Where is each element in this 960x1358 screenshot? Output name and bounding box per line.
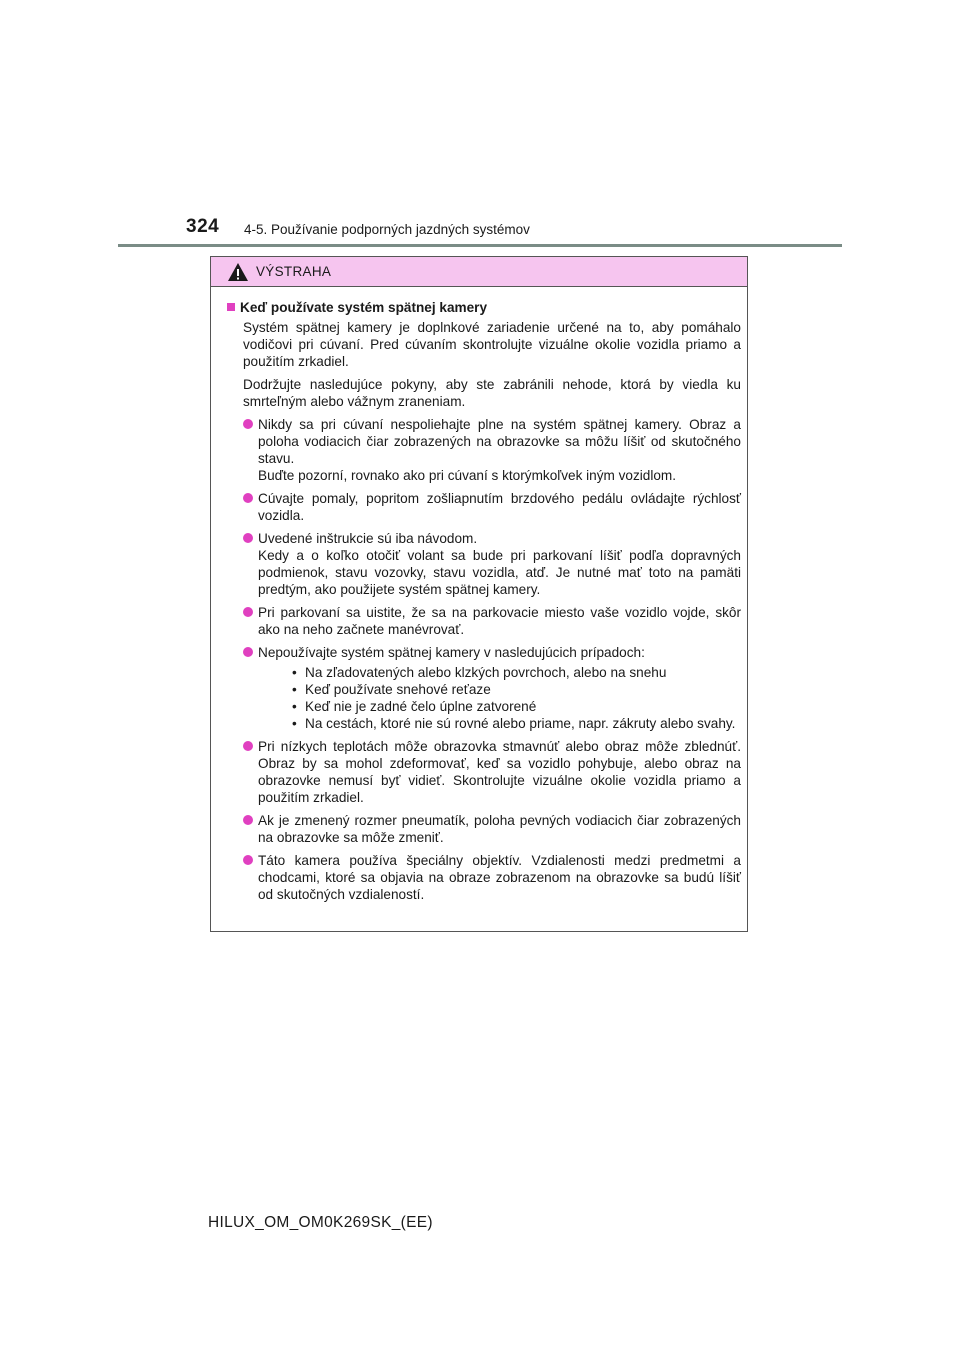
list-item-line: Pri parkovaní sa uistite, že sa na parkovacie miesto vaše vozidlo vojde, skôr ako na neho začnete manévrovať. bbox=[258, 605, 741, 637]
list-item bbox=[227, 416, 741, 484]
square-bullet-icon bbox=[227, 303, 235, 311]
warning-heading bbox=[227, 299, 741, 316]
list-item bbox=[227, 738, 741, 806]
warning-header bbox=[211, 257, 747, 287]
list-item-text bbox=[258, 852, 741, 903]
list-item-line: Nepoužívajte systém spätnej kamery v nasledujúcich prípadoch: bbox=[258, 645, 645, 660]
list-item-text bbox=[258, 644, 741, 732]
circle-bullet-icon bbox=[243, 815, 253, 825]
list-item bbox=[227, 490, 741, 524]
sub-list-item: • Na zľadovatených alebo klzkých povrchoch, alebo na snehu bbox=[290, 664, 741, 681]
warning-body bbox=[211, 287, 747, 903]
warning-bullet-list bbox=[227, 416, 741, 903]
circle-bullet-icon bbox=[243, 419, 253, 429]
list-item-line: Ak je zmenený rozmer pneumatík, poloha pevných vodiacich čiar zobrazených na obrazovke sa môže zmeniť. bbox=[258, 813, 741, 845]
warning-box bbox=[210, 256, 748, 932]
list-item-text bbox=[258, 530, 741, 598]
document-code: HILUX_OM_OM0K269SK_(EE) bbox=[208, 1214, 433, 1231]
list-item-line: Uvedené inštrukcie sú iba návodom. bbox=[258, 531, 478, 546]
warning-paragraph: Systém spätnej kamery je doplnkové zariadenie určené na to, aby pomáhalo vodičovi pri cúvaní. Pred cúvaním skontrolujte vizuálne okolie vozidla priamo a použitím zrkadiel. bbox=[243, 320, 741, 369]
warning-label: VÝSTRAHA bbox=[256, 264, 332, 279]
list-item-text bbox=[258, 490, 741, 524]
list-item bbox=[227, 852, 741, 903]
warning-heading-text: Keď používate systém spätnej kamery bbox=[240, 300, 488, 315]
warning-triangle-icon bbox=[227, 262, 249, 282]
list-item bbox=[227, 812, 741, 846]
list-item-line: Táto kamera používa špeciálny objektív. Vzdialenosti medzi predmetmi a chodcami, ktoré sa objavia na obraze zobrazenom na obrazovke sa budú líšiť od skutočných vzdialeností. bbox=[258, 853, 741, 902]
circle-bullet-icon bbox=[243, 855, 253, 865]
list-item-text bbox=[258, 604, 741, 638]
list-item bbox=[227, 644, 741, 732]
list-item-line: Kedy a o koľko otočiť volant sa bude pri parkovaní líšiť podľa dopravných podmienok, stavu vozovky, stavu vozidla, atď. Je nutné mať toto na pamäti predtým, ako použijete systém spätnej kamery. bbox=[258, 548, 741, 597]
sub-list bbox=[290, 664, 741, 732]
list-item-line: Nikdy sa pri cúvaní nespoliehajte plne na systém spätnej kamery. Obraz a poloha vodiacich čiar zobrazených na obrazovke sa môžu líšiť od skutočného stavu. bbox=[258, 417, 741, 466]
section-title: 4-5. Používanie podporných jazdných systémov bbox=[244, 222, 530, 237]
sub-list-item: • Na cestách, ktoré nie sú rovné alebo priame, napr. zákruty alebo svahy. bbox=[290, 715, 741, 732]
header-divider bbox=[118, 244, 842, 247]
list-item-line: Cúvajte pomaly, popritom zošliapnutím brzdového pedálu ovládajte rýchlosť vozidla. bbox=[258, 491, 741, 523]
circle-bullet-icon bbox=[243, 607, 253, 617]
circle-bullet-icon bbox=[243, 533, 253, 543]
sub-list-item: • Keď používate snehové reťaze bbox=[290, 681, 741, 698]
list-item-text bbox=[258, 812, 741, 846]
page-number: 324 bbox=[186, 216, 220, 237]
list-item bbox=[227, 604, 741, 638]
sub-list-item: • Keď nie je zadné čelo úplne zatvorené bbox=[290, 698, 741, 715]
circle-bullet-icon bbox=[243, 741, 253, 751]
list-item-line: Pri nízkych teplotách môže obrazovka stmavnúť alebo obraz môže zblednúť. Obraz by sa mohol zdeformovať, keď sa vozidlo pohybuje, alebo obraz na obrazovke nemusí byť vidieť. Skontrolujte vizuálne okolie vozidla priamo a použitím zrkadiel. bbox=[258, 739, 741, 805]
warning-intro bbox=[227, 319, 741, 410]
list-item-text bbox=[258, 416, 741, 484]
list-item bbox=[227, 530, 741, 598]
circle-bullet-icon bbox=[243, 647, 253, 657]
list-item-line: Buďte pozorní, rovnako ako pri cúvaní s ktorýmkoľvek iným vozidlom. bbox=[258, 468, 677, 483]
warning-paragraph: Dodržujte nasledujúce pokyny, aby ste zabránili nehode, ktorá by viedla ku smrteľným alebo vážnym zraneniam. bbox=[243, 377, 741, 409]
circle-bullet-icon bbox=[243, 493, 253, 503]
list-item-text bbox=[258, 738, 741, 806]
